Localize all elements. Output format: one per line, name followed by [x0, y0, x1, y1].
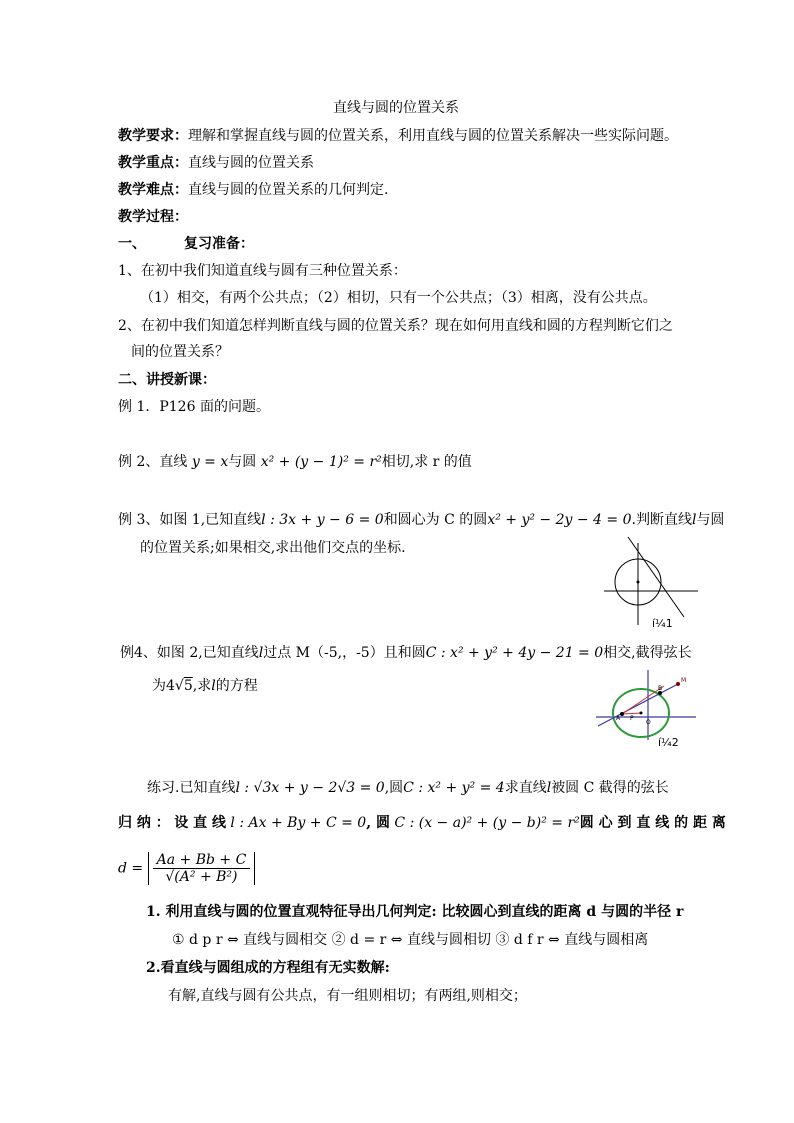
distance-d: d =: [118, 860, 144, 877]
section-1-label: 复习准备：: [184, 236, 254, 252]
summary-text-1: 设 直 线: [174, 815, 226, 831]
teaching-requirement: [118, 126, 678, 146]
example-4-prefix: 例4、如图 2,已知直线: [120, 645, 259, 661]
practice-mid: ,圆: [384, 780, 404, 796]
example-4-line2-suffix: 的方程: [215, 678, 258, 694]
figure-1-label: í¼1: [652, 617, 673, 630]
requirement-text: 理解和掌握直线与圆的位置关系，利用直线与圆的位置关系解决一些实际问题。: [188, 128, 678, 144]
example-2-mid: 与圆: [228, 454, 257, 470]
example-3-line1: [118, 510, 724, 530]
example-2-suffix: 相切,求 r 的值: [381, 454, 472, 470]
figure-2-label-m: M: [681, 677, 687, 684]
rule-2: 2.看直线与圆组成的方程组有无实数解:: [146, 960, 390, 976]
summary-circle-equation: C : (x − a)² + (y − b)² = r²: [394, 815, 580, 831]
example-2-line-equation: y = x: [191, 454, 229, 470]
example-4-l: l: [258, 645, 264, 661]
figure-2-label-p: P: [630, 715, 634, 722]
summary: [118, 813, 726, 833]
summary-text-2: , 圆: [366, 815, 390, 831]
figure-2: [594, 668, 704, 748]
section-1-number: 一、: [118, 236, 146, 252]
practice-line-equation: l : √3x + y − 2√3 = 0: [235, 780, 385, 796]
summary-label: 归 纳 ：: [118, 815, 170, 831]
figure-2-center: [640, 712, 643, 715]
example-4-line2-prefix: 为: [152, 678, 166, 694]
key-point-text: 直线与圆的位置关系: [188, 155, 314, 171]
summary-text-3: 圆 心 到 直 线 的 距 离: [579, 815, 726, 831]
practice-prefix: 练习.已知直线: [147, 780, 236, 796]
figure-2-point-a: [620, 712, 624, 716]
rule-1-items: ① d p r ⇔ 直线与圆相交 ② d = r ⇔ 直线与圆相切 ③ d f r ⇔ 直线与圆相离: [172, 932, 649, 948]
page-title: 直线与圆的位置关系: [333, 100, 459, 116]
figure-2-line-l: [598, 684, 678, 726]
example-1: 例 1．P126 面的问题。: [118, 399, 270, 415]
practice-l: l: [546, 780, 552, 796]
figure-1-center-point: [637, 581, 640, 584]
difficulty-text: 直线与圆的位置关系的几何判定.: [188, 182, 389, 198]
example-4-mid: 过点 M（-5,，-5）且和圆: [263, 645, 426, 661]
example-4-line1: [120, 643, 692, 663]
distance-formula: [118, 852, 255, 885]
rule-2-text: 有解,直线与圆有公共点，有一组则相切；有两组,则相交；: [168, 988, 527, 1004]
key-point-label: 教学重点：: [118, 155, 188, 171]
example-4-sqrt-coef: 4: [166, 678, 175, 694]
practice-circle-equation: C : x² + y² = 4: [403, 780, 505, 796]
example-3-circle-equation: x² + y² − 2y − 4 = 0: [487, 512, 632, 528]
question-1-detail: （1）相交，有两个公共点；（2）相切，只有一个公共点；（3）相离，没有公共点。: [140, 290, 657, 306]
practice-mid2: 求直线: [504, 780, 547, 796]
figure-2-point-m: [676, 682, 680, 686]
teaching-key-point: [118, 153, 314, 173]
example-4-line2-mid: ,求: [192, 678, 212, 694]
example-3-suffix: .判断直线: [631, 512, 692, 528]
figure-2-label: í¼2: [658, 736, 679, 748]
example-4-l2: l: [211, 678, 216, 694]
distance-fraction: [153, 852, 251, 885]
figure-2-label-b: B: [658, 685, 663, 692]
figure-2-label-a: A: [616, 715, 621, 722]
teaching-process-heading: 教学过程：: [118, 209, 188, 225]
difficulty-label: 教学难点：: [118, 182, 188, 198]
example-3-l: l: [691, 512, 697, 528]
example-4-line2: [152, 676, 258, 696]
example-3-prefix: 例 3、如图 1,已知直线: [118, 512, 262, 528]
example-3-suffix2: 与圆: [696, 512, 725, 528]
practice: [147, 778, 669, 798]
example-4-suffix: 相交,截得弦长: [603, 645, 692, 661]
example-4-circle-equation: C : x² + y² + 4y − 21 = 0: [425, 645, 604, 661]
example-3-mid: 和圆心为 C 的圆: [383, 512, 488, 528]
practice-suffix: 被圆 C 截得的弦长: [551, 780, 669, 796]
question-2-line2: 间的位置关系？: [131, 344, 229, 360]
summary-line-equation: l : Ax + By + C = 0: [230, 815, 367, 831]
distance-numerator: Aa + Bb + C: [153, 852, 251, 869]
question-1: 1、在初中我们知道直线与圆有三种位置关系：: [118, 263, 407, 279]
requirement-label: 教学要求：: [118, 128, 188, 144]
figure-2-radius: [622, 713, 641, 714]
example-2: [118, 452, 472, 472]
section-2-heading: 二、讲授新课：: [118, 372, 216, 388]
distance-abs: [148, 852, 256, 885]
figure-2-label-o: O: [646, 719, 651, 726]
example-4-sqrt-radicand: 5: [183, 678, 193, 694]
example-3-line2: 的位置关系;如果相交,求出他们交点的坐标.: [140, 540, 406, 556]
distance-denominator: √(A² + B²): [165, 869, 238, 885]
rule-1: 1. 利用直线与圆的位置直观特征导出几何判定: 比较圆心到直线的距离 d 与圆的半径 r: [146, 904, 684, 920]
sqrt-icon: √: [174, 678, 184, 694]
teaching-difficulty: [118, 180, 388, 200]
example-2-circle-equation: x² + (y − 1)² = r²: [260, 454, 382, 470]
example-3-line-equation: l : 3x + y − 6 = 0: [261, 512, 384, 528]
section-1-heading: [118, 234, 254, 254]
example-2-prefix: 例 2、直线: [118, 454, 188, 470]
question-2-line1: 2、在初中我们知道怎样判断直线与圆的位置关系？现在如何用直线和圆的方程判断它们之: [118, 318, 673, 334]
figure-1: [600, 535, 700, 630]
